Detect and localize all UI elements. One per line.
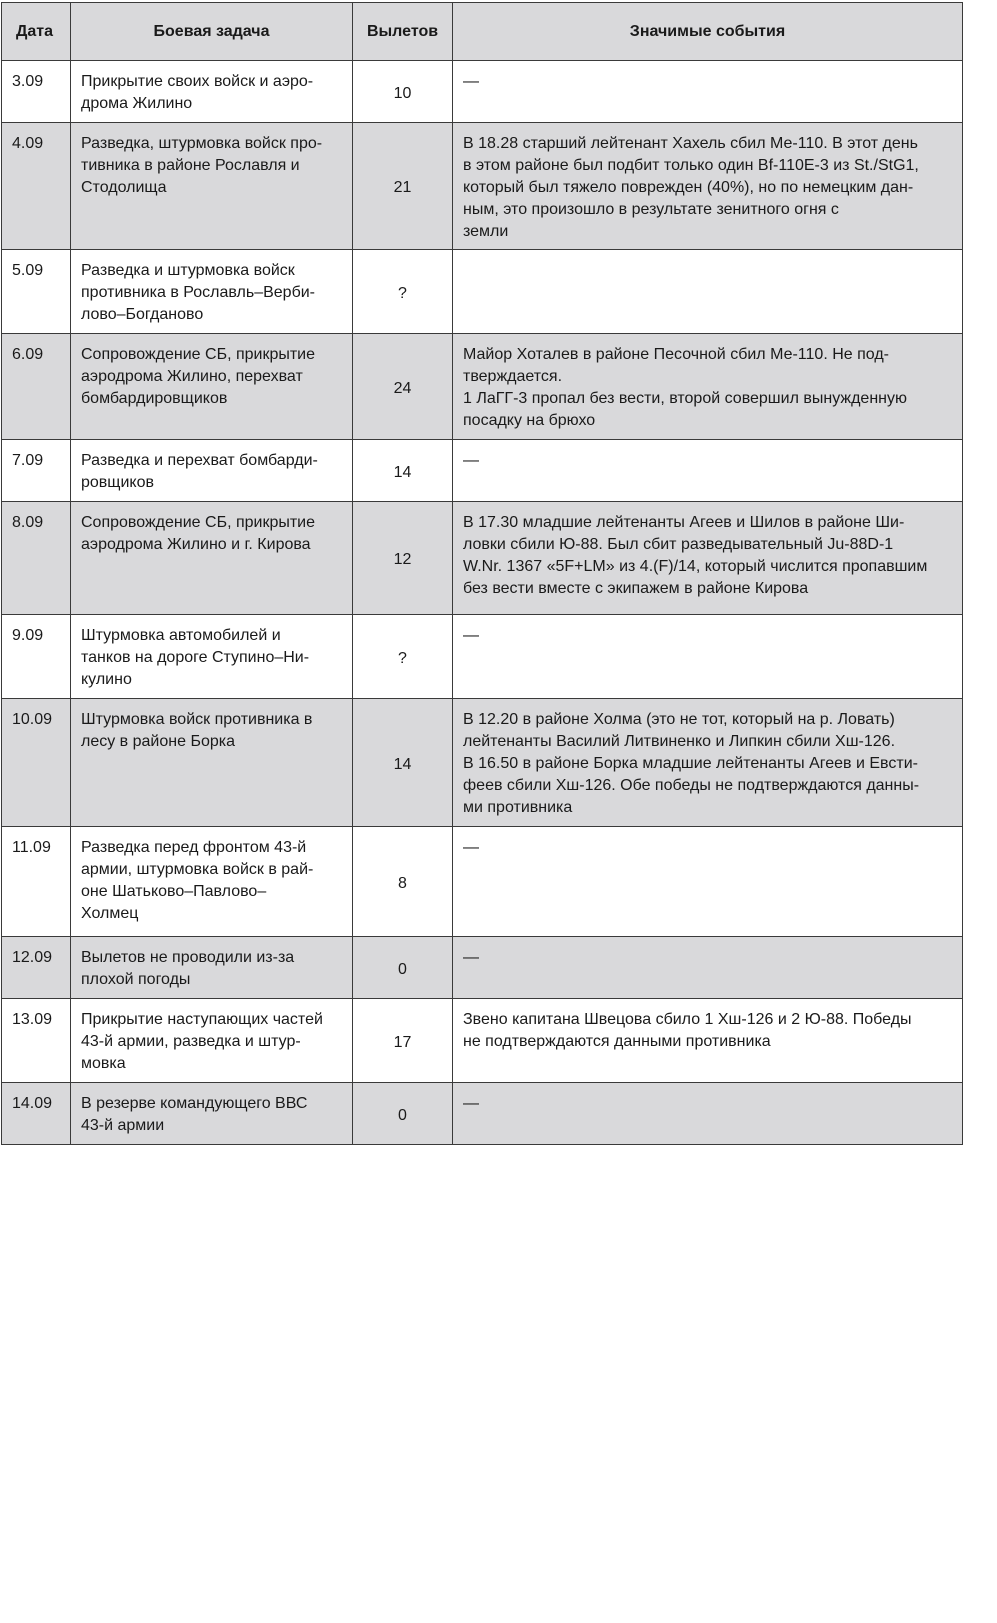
cell-sorties: 14: [353, 699, 453, 827]
header-date: Дата: [2, 3, 71, 61]
table-row: [2, 61, 963, 123]
cell-events: —: [453, 61, 963, 123]
cell-events: Майор Хоталев в районе Песочной сбил Ме-110. Не под- тверждается. 1 ЛаГГ-3 пропал без вести, второй совершил вынужденную посадку на брюхо: [453, 334, 963, 440]
cell-sorties: 8: [353, 827, 453, 937]
cell-task: Сопровождение СБ, прикрытие аэродрома Жилино и г. Кирова: [71, 502, 353, 615]
cell-sorties: 24: [353, 334, 453, 440]
table-row: [2, 1083, 963, 1145]
table-row: [2, 699, 963, 827]
cell-task: Сопровождение СБ, прикрытие аэродрома Жилино, перехват бомбардировщиков: [71, 334, 353, 440]
cell-task: Прикрытие наступающих частей 43-й армии, разведка и штур- мовка: [71, 999, 353, 1083]
cell-date: 7.09: [2, 440, 71, 502]
cell-task: Штурмовка войск противника в лесу в районе Борка: [71, 699, 353, 827]
cell-sorties: 14: [353, 440, 453, 502]
header-events: Значимые события: [453, 3, 963, 61]
cell-date: 3.09: [2, 61, 71, 123]
cell-sorties: ?: [353, 615, 453, 699]
cell-date: 5.09: [2, 250, 71, 334]
cell-events: —: [453, 615, 963, 699]
header-sorties: Вылетов: [353, 3, 453, 61]
cell-sorties: 10: [353, 61, 453, 123]
cell-date: 14.09: [2, 1083, 71, 1145]
cell-events: [453, 250, 963, 334]
table-header-row: [2, 3, 963, 61]
cell-date: 6.09: [2, 334, 71, 440]
table-row: [2, 827, 963, 937]
table-row: [2, 440, 963, 502]
cell-events: —: [453, 827, 963, 937]
table-row: [2, 999, 963, 1083]
cell-task: Разведка и перехват бомбарди- ровщиков: [71, 440, 353, 502]
cell-events: —: [453, 1083, 963, 1145]
cell-events: В 12.20 в районе Холма (это не тот, который на р. Ловать) лейтенанты Василий Литвиненко и Липкин сбили Хш-126. В 16.50 в районе Борка младшие лейтенанты Агеев и Евсти- феев сбили Хш-126. Обе победы не подтверждаются данны- ми противника: [453, 699, 963, 827]
cell-events: —: [453, 440, 963, 502]
cell-events: В 17.30 младшие лейтенанты Агеев и Шилов в районе Ши- ловки сбили Ю-88. Был сбит разведывательный Ju-88D-1 W.Nr. 1367 «5F+LM» из 4.(F)/14, который числится пропавшим без вести вместе с экипажем в районе Кирова: [453, 502, 963, 615]
cell-date: 10.09: [2, 699, 71, 827]
cell-date: 9.09: [2, 615, 71, 699]
cell-sorties: 12: [353, 502, 453, 615]
table-row: [2, 502, 963, 615]
cell-task: Прикрытие своих войск и аэро- дрома Жилино: [71, 61, 353, 123]
cell-sorties: ?: [353, 250, 453, 334]
table-row: [2, 334, 963, 440]
cell-task: Разведка, штурмовка войск про- тивника в районе Рославля и Стодолища: [71, 123, 353, 250]
cell-sorties: 0: [353, 1083, 453, 1145]
cell-task: Штурмовка автомобилей и танков на дороге Ступино–Ни- кулино: [71, 615, 353, 699]
cell-events: —: [453, 937, 963, 999]
table-row: [2, 937, 963, 999]
cell-task: Разведка перед фронтом 43-й армии, штурмовка войск в рай- оне Шатьково–Павлово– Холмец: [71, 827, 353, 937]
cell-sorties: 17: [353, 999, 453, 1083]
table-row: [2, 250, 963, 334]
header-task: Боевая задача: [71, 3, 353, 61]
cell-date: 11.09: [2, 827, 71, 937]
sorties-table: [1, 2, 963, 1145]
cell-date: 12.09: [2, 937, 71, 999]
cell-task: В резерве командующего ВВС 43-й армии: [71, 1083, 353, 1145]
cell-sorties: 0: [353, 937, 453, 999]
cell-date: 4.09: [2, 123, 71, 250]
cell-sorties: 21: [353, 123, 453, 250]
cell-events: Звено капитана Швецова сбило 1 Хш-126 и 2 Ю-88. Победы не подтверждаются данными противника: [453, 999, 963, 1083]
cell-events: В 18.28 старший лейтенант Хахель сбил Ме-110. В этот день в этом районе был подбит только один Bf-110E-3 из St./StG1, который был тяжело поврежден (40%), но по немецким дан- ным, это произошло в результате зенитного огня с земли: [453, 123, 963, 250]
cell-date: 8.09: [2, 502, 71, 615]
cell-date: 13.09: [2, 999, 71, 1083]
table-row: [2, 123, 963, 250]
table-row: [2, 615, 963, 699]
cell-task: Разведка и штурмовка войск противника в Рославль–Верби- лово–Богданово: [71, 250, 353, 334]
cell-task: Вылетов не проводили из-за плохой погоды: [71, 937, 353, 999]
